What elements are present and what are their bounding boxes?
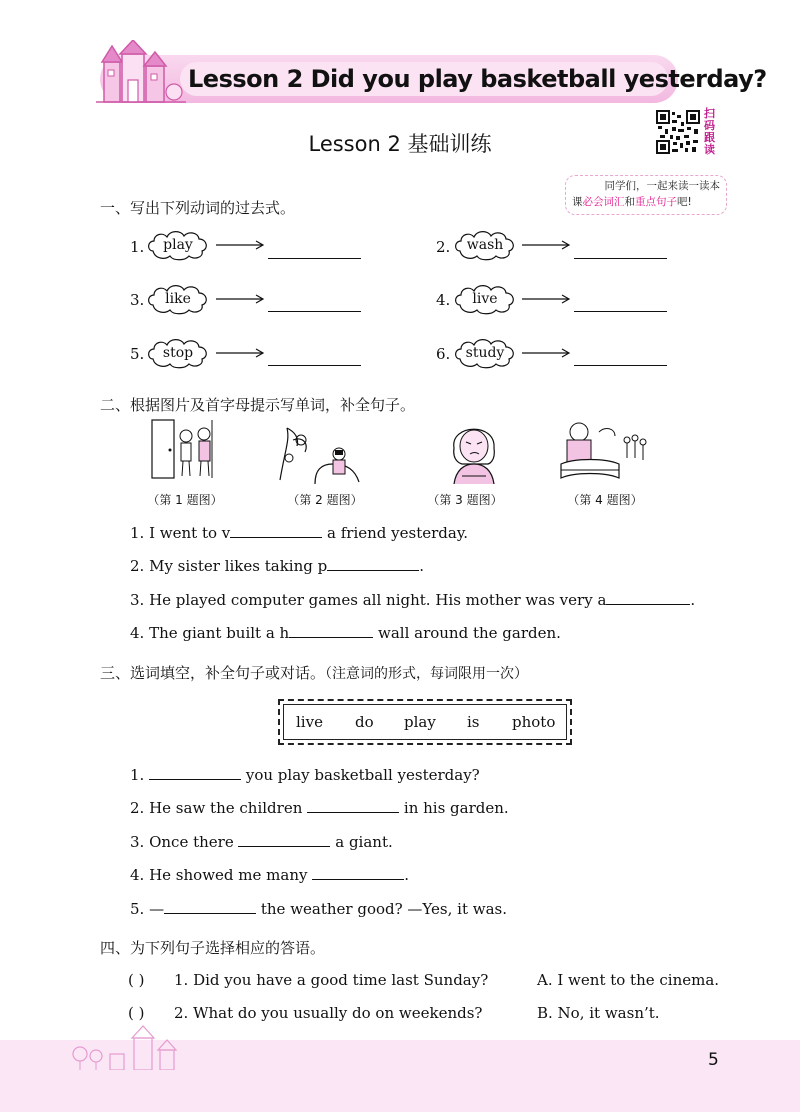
arrow-right-icon xyxy=(522,348,572,358)
section-1-title: 一、写出下列动词的过去式。 xyxy=(100,199,296,217)
sentence-2-1 xyxy=(130,523,468,542)
answer-option: A. I went to the cinema. xyxy=(537,971,720,989)
section-2-title: 二、根据图片及首字母提示写单词，补全句子。 xyxy=(100,396,416,414)
item-number: 5. xyxy=(130,345,145,363)
qr-label-char: 码 xyxy=(704,119,715,132)
answer-paren[interactable]: ( ) xyxy=(128,971,145,989)
answer-option: B. No, it wasn’t. xyxy=(537,1004,660,1022)
picture-angry-mother xyxy=(440,418,510,484)
arrow-right-icon xyxy=(522,240,572,250)
item-number: 4. xyxy=(436,291,451,309)
arrow-right-icon xyxy=(216,294,266,304)
sentence-text: 4. He showed me many xyxy=(130,866,313,884)
item-number: 2. xyxy=(436,238,451,256)
verb-word: like xyxy=(165,291,191,307)
sentence-3-2 xyxy=(130,798,509,817)
qr-label-char: 扫 xyxy=(704,107,715,120)
sentence-text: in his garden. xyxy=(399,799,509,817)
picture-taking-photos xyxy=(275,420,370,486)
answer-paren[interactable]: ( ) xyxy=(128,1004,145,1022)
sentence-text: wall around the garden. xyxy=(373,624,561,642)
word-bank-item: is xyxy=(467,713,480,731)
picture-caption: （第 3 题图） xyxy=(427,493,503,507)
qr-label-char: 读 xyxy=(704,143,715,156)
picture-caption: （第 2 题图） xyxy=(287,493,363,507)
castle-icon xyxy=(96,40,186,108)
section-4-title: 四、为下列句子选择相应的答语。 xyxy=(100,939,326,957)
section-3-title-text: 三、选词填空，补全句子或对话。 xyxy=(100,664,326,682)
sentence-text: you play basketball yesterday? xyxy=(241,766,480,784)
sentence-2-2 xyxy=(130,556,424,575)
picture-visit-friend xyxy=(150,416,220,482)
item-number: 3. xyxy=(130,291,145,309)
arrow-right-icon xyxy=(216,348,266,358)
qr-label-char: 跟 xyxy=(704,131,715,144)
sentence-text: a friend yesterday. xyxy=(322,524,469,542)
answer-blank[interactable] xyxy=(268,240,361,259)
verb-word: wash xyxy=(466,237,504,253)
sentence-text: . xyxy=(419,557,425,575)
page-number: 5 xyxy=(708,1050,719,1070)
page-heading: Lesson 2 基础训练 xyxy=(308,132,492,156)
sentence-text: 1. I went to v xyxy=(130,524,231,542)
sentence-text: . xyxy=(404,866,410,884)
banner-title: Lesson 2 Did you play basketball yesterday? xyxy=(188,65,767,93)
verb-word: stop xyxy=(162,345,194,361)
answer-blank[interactable] xyxy=(238,832,330,847)
answer-blank[interactable] xyxy=(230,523,322,538)
sentence-text: 2. My sister likes taking p xyxy=(130,557,328,575)
answer-blank[interactable] xyxy=(574,347,667,366)
sentence-text: 2. He saw the children xyxy=(130,799,308,817)
sentence-text: 4. The giant built a h xyxy=(130,624,290,642)
answer-blank[interactable] xyxy=(574,240,667,259)
tip-text: 吧! xyxy=(677,196,692,208)
arrow-right-icon xyxy=(522,294,572,304)
tip-highlight: 重点句子 xyxy=(635,196,677,208)
verb-word: study xyxy=(465,345,505,361)
sentence-text: a giant. xyxy=(330,833,393,851)
sentence-text: the weather good? —Yes, it was. xyxy=(256,900,507,918)
tip-bubble xyxy=(565,175,727,215)
sentence-3-3 xyxy=(130,832,393,851)
sentence-3-4 xyxy=(130,865,409,884)
answer-blank[interactable] xyxy=(574,293,667,312)
sentence-text: . xyxy=(690,591,696,609)
qr-code-icon[interactable] xyxy=(656,110,700,154)
section-3-title xyxy=(100,662,528,683)
word-bank-item: photo xyxy=(512,713,556,731)
answer-blank[interactable] xyxy=(164,899,256,914)
tip-line-2 xyxy=(572,194,720,210)
answer-blank[interactable] xyxy=(312,865,404,880)
sentence-2-4 xyxy=(130,623,561,642)
answer-blank[interactable] xyxy=(327,556,419,571)
sentence-3-1 xyxy=(130,765,480,784)
question-text: 1. Did you have a good time last Sunday? xyxy=(174,971,489,989)
answer-blank[interactable] xyxy=(268,293,361,312)
picture-giant-wall xyxy=(555,418,650,484)
tip-highlight: 必会词汇 xyxy=(582,196,625,208)
answer-blank[interactable] xyxy=(268,347,361,366)
sentence-text: 3. Once there xyxy=(130,833,239,851)
item-number: 6. xyxy=(436,345,451,363)
item-number: 1. xyxy=(130,238,145,256)
tip-line-1: 同学们，一起来读一读本 xyxy=(604,180,720,192)
sentence-text: 3. He played computer games all night. His mother was very a xyxy=(130,591,607,609)
tip-text: 课 xyxy=(572,196,583,208)
sentence-text: 1. xyxy=(130,766,150,784)
word-bank-item: live xyxy=(296,713,323,731)
word-bank-item: play xyxy=(404,713,436,731)
sentence-text: 5. — xyxy=(130,900,165,918)
sentence-3-5 xyxy=(130,899,507,918)
word-bank-item: do xyxy=(355,713,374,731)
question-text: 2. What do you usually do on weekends? xyxy=(174,1004,483,1022)
section-3-note: （注意词的形式，每词限用一次） xyxy=(325,666,529,682)
verb-word: live xyxy=(472,291,498,307)
footer-castle-icon xyxy=(70,1024,190,1070)
picture-caption: （第 1 题图） xyxy=(147,493,223,507)
answer-blank[interactable] xyxy=(149,765,241,780)
sentence-2-3 xyxy=(130,590,695,609)
answer-blank[interactable] xyxy=(606,590,690,605)
answer-blank[interactable] xyxy=(307,798,399,813)
qr-label xyxy=(704,108,718,156)
answer-blank[interactable] xyxy=(289,623,373,638)
tip-text: 和 xyxy=(624,196,635,208)
arrow-right-icon xyxy=(216,240,266,250)
picture-caption: （第 4 题图） xyxy=(567,493,643,507)
verb-word: play xyxy=(163,237,193,253)
